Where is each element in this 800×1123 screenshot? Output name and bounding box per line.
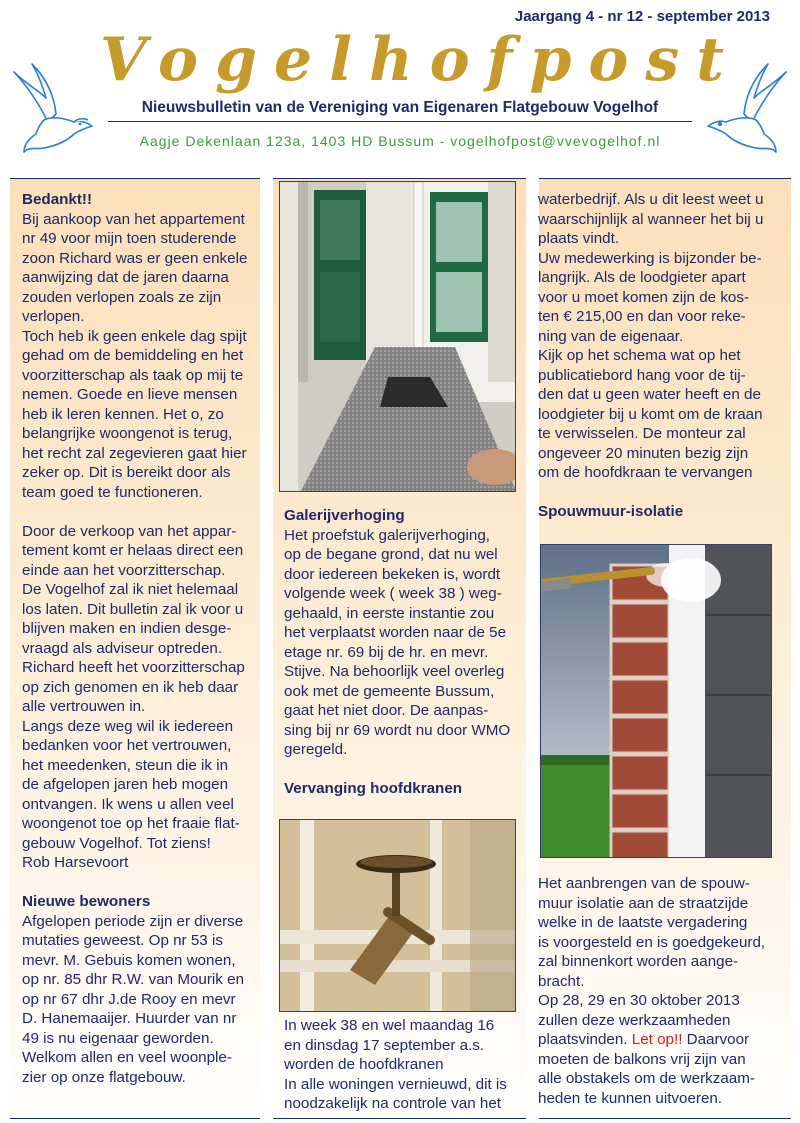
text-line: zeker op. Dit is bereikt door als bbox=[22, 464, 231, 481]
text-line: langrijk. Als de loodgieter apart bbox=[538, 269, 746, 286]
masthead-title: Vogelhofpost bbox=[100, 25, 741, 95]
text-line: etage nr. 69 bij de hr. en mevr. bbox=[284, 643, 489, 661]
text-line: Bij aankoop van het appartement bbox=[22, 210, 245, 228]
text-line: aanwijzing dat de jaren daarna bbox=[22, 269, 229, 286]
text-line: In week 38 en wel maandag 16 bbox=[284, 1017, 495, 1034]
text-line: Het proefstuk galerijverhoging, bbox=[284, 526, 490, 544]
text-line: volgende week ( week 38 ) weg- bbox=[284, 585, 502, 602]
divider bbox=[273, 178, 526, 179]
text-line: zullen deze werkzaamheden bbox=[538, 1011, 731, 1029]
text-line: publicatiebord hang voor de tij- bbox=[538, 366, 746, 384]
text-fragment: plaatsvinden. bbox=[538, 1031, 628, 1048]
text-line: het recht zal zegevieren gaat hier bbox=[22, 444, 247, 462]
text-line: 49 is nu eigenaar geworden. bbox=[22, 1029, 214, 1047]
text-line: te verwisselen. De monteur zal bbox=[538, 425, 746, 442]
text-line: op nr. 85 dhr R.W. van Mourik en bbox=[22, 971, 245, 988]
let-op-warning: Let op!! bbox=[631, 1031, 683, 1048]
divider bbox=[10, 1118, 260, 1119]
text-line: Uw medewerking is bijzonder be- bbox=[538, 249, 762, 267]
text-line: einde aan het voorzitterschap. bbox=[22, 561, 226, 579]
text-line: plaats vindt. bbox=[538, 230, 620, 247]
text-line: Door de verkoop van het appar- bbox=[22, 522, 237, 540]
text-line: woongenot toe op het fraaie flat- bbox=[22, 815, 240, 832]
text-line: D. Hanemaaijer. Huurder van nr bbox=[22, 1010, 237, 1027]
heading-nieuwe-bewoners: Nieuwe bewoners bbox=[22, 893, 151, 910]
text-line: voor u moet komen zijn de kos- bbox=[538, 288, 750, 306]
text-line: belangrijke woongenot is terug, bbox=[22, 425, 233, 442]
text-line: los laten. Dit bulletin zal ik voor u bbox=[22, 600, 244, 618]
text-line bbox=[538, 1030, 774, 1050]
text-line: Op 28, 29 en 30 oktober 2013 bbox=[538, 992, 740, 1009]
text-line: op zich genomen en ik heb daar bbox=[22, 678, 239, 696]
text-line: is voorgesteld en is goedgekeurd, bbox=[538, 933, 766, 951]
text-line: loodgieter bij u komt om de kraan bbox=[538, 405, 763, 423]
text-line: Richard heeft het voorzitterschap bbox=[22, 659, 245, 676]
text-line: blijven maken en indien desge- bbox=[22, 620, 232, 637]
text-line: team goed te functioneren. bbox=[22, 483, 203, 501]
text-line: heden te kunnen uitvoeren. bbox=[538, 1089, 723, 1107]
text-line: welke in de laatste vergadering bbox=[538, 914, 748, 931]
text-line: Kijk op het schema wat op het bbox=[538, 347, 741, 364]
text-line: gaat het niet door. De aanpas- bbox=[284, 702, 489, 719]
divider bbox=[10, 178, 260, 179]
article-hoofdkranen-cont bbox=[538, 190, 774, 522]
article-galerijverhoging bbox=[284, 506, 516, 799]
text-line: bracht. bbox=[538, 972, 585, 990]
text-line: mutaties geweest. Op nr 53 is bbox=[22, 932, 223, 949]
text-line: Welkom allen en veel woonple- bbox=[22, 1049, 232, 1066]
text-line: waterbedrijf. Als u dit leest weet u bbox=[538, 191, 764, 208]
heading-bedankt: Bedankt!! bbox=[22, 191, 93, 208]
divider bbox=[539, 178, 791, 179]
text-line: gehaald, in eerste instantie zou bbox=[284, 604, 495, 622]
article-spouwmuur bbox=[538, 874, 774, 1108]
text-line: voorzitterschap als taak op mij te bbox=[22, 366, 244, 384]
header-divider bbox=[108, 121, 692, 122]
text-line: zoon Richard was er geen enkele bbox=[22, 249, 248, 267]
text-line: worden de hoofdkranen bbox=[284, 1056, 444, 1073]
text-line: alle vertrouwen in. bbox=[22, 698, 146, 715]
text-line: zal binnenkort worden aange- bbox=[538, 953, 739, 970]
text-line: mevr. M. Gebuis komen wonen, bbox=[22, 951, 236, 969]
text-line: ook met de gemeente Bussum, bbox=[284, 682, 495, 700]
text-line: nr 49 voor mijn toen studerende bbox=[22, 230, 237, 247]
divider bbox=[539, 1118, 791, 1119]
text-line: en dinsdag 17 september a.s. bbox=[284, 1036, 485, 1054]
divider bbox=[273, 1118, 526, 1119]
text-line: op de begane grond, dat nu wel bbox=[284, 546, 498, 563]
text-line: Toch heb ik geen enkele dag spijt bbox=[22, 327, 247, 345]
heading-vervanging-hoofdkranen: Vervanging hoofdkranen bbox=[284, 780, 463, 797]
article-hoofdkranen bbox=[284, 1016, 516, 1114]
subtitle: Nieuwsbulletin van de Vereniging van Eigenaren Flatgebouw Vogelhof bbox=[141, 99, 659, 116]
text-line: noodzakelijk na controle van het bbox=[284, 1095, 501, 1112]
text-line: Langs deze weg wil ik iedereen bbox=[22, 717, 234, 735]
text-line: de afgelopen jaren heb mogen bbox=[22, 776, 229, 793]
text-line: op nr 67 dhr J.de Rooy en mevr bbox=[22, 990, 236, 1008]
text-line: In alle woningen vernieuwd, dit is bbox=[284, 1075, 507, 1093]
text-line: ontvangen. Ik wens u allen veel bbox=[22, 795, 234, 813]
text-line: den dat u geen water heeft en de bbox=[538, 386, 761, 403]
text-line: moeten de balkons vrij zijn van bbox=[538, 1050, 746, 1068]
text-line: alle obstakels om de werkzaam- bbox=[538, 1070, 755, 1087]
text-fragment: Daarvoor bbox=[682, 1031, 750, 1048]
insulation-photo bbox=[540, 544, 772, 858]
text-line: door iedereen bekeken is, wordt bbox=[284, 565, 501, 583]
valve-photo bbox=[279, 819, 516, 1012]
text-line: muur isolatie aan de straatzijde bbox=[538, 894, 749, 912]
text-line: nemen. Goede en lieve mensen bbox=[22, 386, 238, 403]
text-line: geregeld. bbox=[284, 741, 348, 758]
text-line: Afgelopen periode zijn er diverse bbox=[22, 912, 244, 930]
text-line: Stijve. Na behoorlijk veel overleg bbox=[284, 663, 505, 680]
article-bedankt bbox=[22, 190, 254, 1087]
text-line: vraagd als adviseur optreden. bbox=[22, 639, 223, 657]
text-line: zouden verlopen zoals ze zijn bbox=[22, 288, 222, 306]
issue-line: Jaargang 4 - nr 12 - september 2013 bbox=[514, 8, 770, 25]
gallery-photo bbox=[279, 181, 516, 492]
text-line: ten € 215,00 en dan voor reke- bbox=[538, 308, 746, 325]
text-line: zier op onze flatgebouw. bbox=[22, 1068, 186, 1086]
text-line: het verplaatst worden naar de 5e bbox=[284, 624, 507, 641]
text-line: ning van de eigenaar. bbox=[538, 327, 684, 345]
address-line: Aagje Dekenlaan 123a, 1403 HD Bussum - vogelhofpost@vvevogelhof.nl bbox=[139, 133, 661, 149]
text-line: ongeveer 20 minuten bezig zijn bbox=[538, 444, 749, 462]
text-line: De Vogelhof zal ik niet helemaal bbox=[22, 581, 239, 598]
text-line: om de hoofdkraan te vervangen bbox=[538, 464, 753, 481]
text-line: sing bij nr 69 wordt nu door WMO bbox=[284, 721, 511, 739]
text-line: tement komt er helaas direct een bbox=[22, 542, 244, 559]
text-line: verlopen. bbox=[22, 308, 85, 325]
text-line: Het aanbrengen van de spouw- bbox=[538, 875, 750, 892]
text-line: Rob Harsevoort bbox=[22, 854, 129, 871]
text-line: gehad om de bemiddeling en het bbox=[22, 347, 244, 364]
text-line: gebouw Vogelhof. Tot ziens! bbox=[22, 834, 211, 852]
text-line: heb ik leren kennen. Het o, zo bbox=[22, 405, 224, 423]
heading-spouwmuur-isolatie: Spouwmuur-isolatie bbox=[538, 503, 684, 520]
text-line: het meedenken, steun die ik in bbox=[22, 756, 229, 774]
text-line: bedanken voor het vertrouwen, bbox=[22, 737, 232, 754]
text-line: waarschijnlijk al wanneer het bij u bbox=[538, 210, 764, 228]
heading-galerijverhoging: Galerijverhoging bbox=[284, 507, 405, 524]
